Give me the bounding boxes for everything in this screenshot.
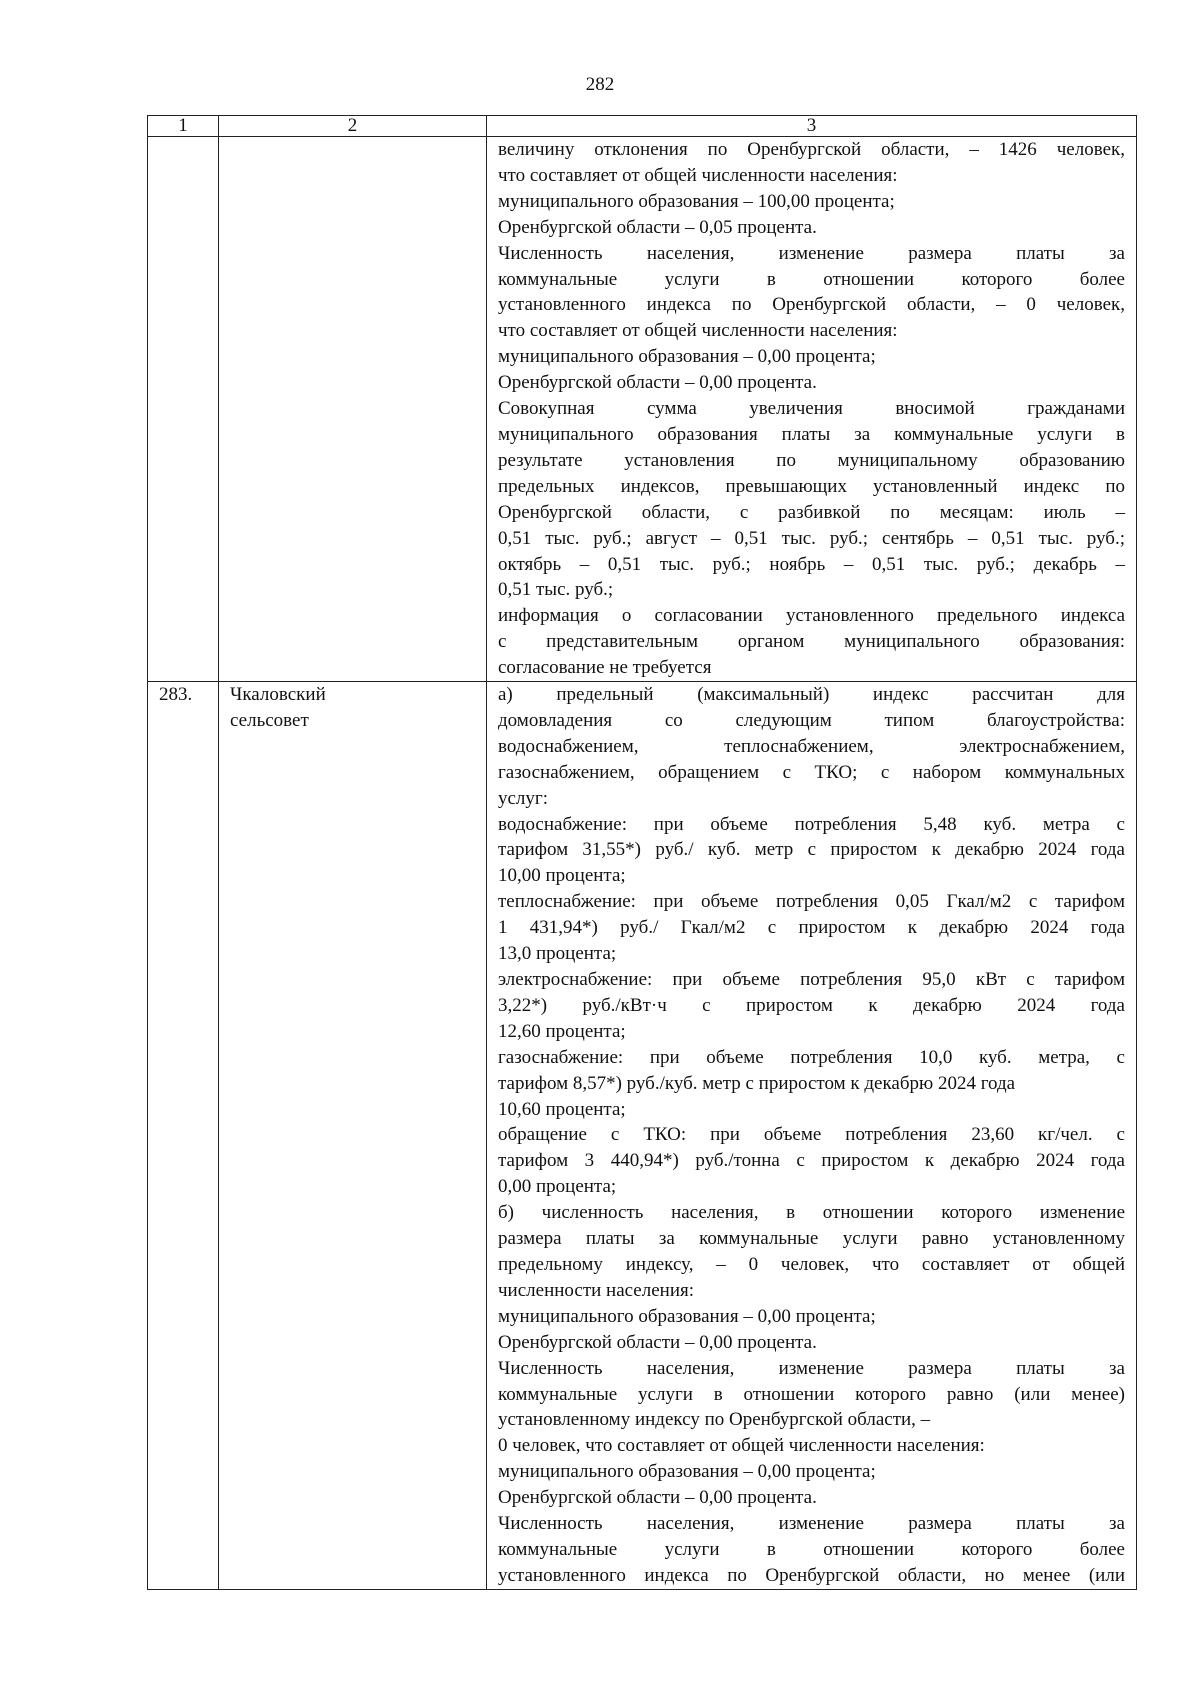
text-line: 13,0 процента; bbox=[498, 943, 617, 965]
text-line: Численность населения, изменение размера платы за bbox=[498, 1357, 1125, 1379]
text-line: 1 431,94*) руб./ Гкал/м2 с приростом к декабрю 2024 года bbox=[498, 917, 1125, 939]
table-row-continuation bbox=[148, 137, 1137, 682]
text-line: размера платы за коммунальные услуги равно установленному bbox=[498, 1228, 1125, 1250]
text-line: Оренбургской области – 0,00 процента. bbox=[498, 1331, 817, 1353]
text-line: численности населения: bbox=[498, 1279, 695, 1301]
text-line: муниципального образования – 0,00 процента; bbox=[498, 1461, 876, 1483]
text-line: что составляет от общей численности населения: bbox=[498, 320, 898, 342]
row-number-cell: 283. bbox=[148, 682, 219, 1590]
municipality-name: Чкаловский bbox=[230, 684, 326, 706]
column-header-1: 1 bbox=[148, 116, 219, 137]
text-line: а) предельный (максимальный) индекс рассчитан для bbox=[498, 684, 1125, 706]
text-line: величину отклонения по Оренбургской области, – 1426 человек, bbox=[498, 139, 1125, 160]
text-line: газоснабжением, обращением с ТКО; с набором коммунальных bbox=[498, 761, 1125, 783]
text-line: результате установления по муниципальному образованию bbox=[498, 449, 1125, 471]
text-line: 0,51 тыс. руб.; август – 0,51 тыс. руб.; сентябрь – 0,51 тыс. руб.; bbox=[498, 527, 1125, 549]
text-line: тарифом 3 440,94*) руб./тонна с приростом к декабрю 2024 года bbox=[498, 1150, 1125, 1172]
text-line: установленному индексу по Оренбургской области, – bbox=[498, 1409, 931, 1431]
text-line: коммунальные услуги в отношении которого более bbox=[498, 1538, 1125, 1560]
column-header-2: 2 bbox=[219, 116, 487, 137]
table-header-row bbox=[148, 116, 1137, 137]
text-line: домовладения со следующим типом благоустройства: bbox=[498, 709, 1125, 731]
text-line: 0 человек, что составляет от общей численности населения: bbox=[498, 1435, 985, 1457]
text-line: октябрь – 0,51 тыс. руб.; ноябрь – 0,51 тыс. руб.; декабрь – bbox=[498, 553, 1125, 575]
text-line: водоснабжением, теплоснабжением, электроснабжением, bbox=[498, 735, 1125, 757]
text-line: электроснабжение: при объеме потребления 95,0 кВт с тарифом bbox=[498, 969, 1125, 990]
text-line: Оренбургской области – 0,05 процента. bbox=[498, 216, 817, 238]
text-line: что составляет от общей численности населения: bbox=[498, 164, 898, 186]
text-line: муниципального образования – 0,00 процента; bbox=[498, 1305, 876, 1327]
text-line: водоснабжение: при объеме потребления 5,48 куб. метра с bbox=[498, 813, 1125, 835]
text-line: установленного индекса по Оренбургской области, – 0 человек, bbox=[498, 294, 1125, 316]
row-number-cell bbox=[148, 137, 219, 682]
text-line: услуг: bbox=[498, 787, 548, 809]
text-line: 12,60 процента; bbox=[498, 1020, 626, 1042]
row-text-cell bbox=[487, 137, 1137, 682]
text-line: теплоснабжение: при объеме потребления 0,05 Гкал/м2 с тарифом bbox=[498, 891, 1125, 913]
row-text-cell bbox=[487, 682, 1137, 1590]
text-line: коммунальные услуги в отношении которого равно (или менее) bbox=[498, 1383, 1125, 1405]
text-line: 10,60 процента; bbox=[498, 1098, 626, 1120]
column-header-3: 3 bbox=[487, 116, 1137, 137]
text-line: 10,00 процента; bbox=[498, 865, 626, 887]
text-line: с представительным органом муниципального образования: bbox=[498, 631, 1125, 653]
text-line: тарифом 8,57*) руб./куб. метр с приростом к декабрю 2024 года bbox=[498, 1072, 1016, 1094]
text-line: Оренбургской области – 0,00 процента. bbox=[498, 372, 817, 394]
text-line: б) численность населения, в отношении которого изменение bbox=[498, 1202, 1125, 1224]
text-line: установленного индекса по Оренбургской области, но менее (или bbox=[498, 1564, 1125, 1586]
table-row-283 bbox=[148, 682, 1137, 1590]
text-line: муниципального образования – 100,00 процента; bbox=[498, 190, 895, 212]
document-table bbox=[147, 115, 1137, 1590]
text-line: газоснабжение: при объеме потребления 10,0 куб. метра, с bbox=[498, 1046, 1125, 1068]
text-line: муниципального образования платы за коммунальные услуги в bbox=[498, 423, 1125, 445]
text-line: тарифом 31,55*) руб./ куб. метр с приростом к декабрю 2024 года bbox=[498, 839, 1125, 861]
row-name-cell bbox=[219, 137, 487, 682]
text-line: согласование не требуется bbox=[498, 657, 712, 679]
text-line: обращение с ТКО: при объеме потребления 23,60 кг/чел. с bbox=[498, 1124, 1125, 1146]
text-line: Совокупная сумма увеличения вносимой гражданами bbox=[498, 398, 1125, 420]
text-line: 0,51 тыс. руб.; bbox=[498, 579, 614, 601]
text-line: информация о согласовании установленного предельного индекса bbox=[498, 605, 1125, 627]
text-line: предельных индексов, превышающих установленный индекс по bbox=[498, 475, 1125, 497]
text-line: Численность населения, изменение размера платы за bbox=[498, 242, 1125, 264]
text-line: 3,22*) руб./кВт·ч с приростом к декабрю 2024 года bbox=[498, 994, 1125, 1016]
text-line: Оренбургской области, с разбивкой по месяцам: июль – bbox=[498, 501, 1125, 523]
text-line: Оренбургской области – 0,00 процента. bbox=[498, 1487, 817, 1509]
text-line: 0,00 процента; bbox=[498, 1176, 617, 1198]
text-line: муниципального образования – 0,00 процента; bbox=[498, 346, 876, 368]
page-number: 282 bbox=[585, 74, 615, 95]
text-line: предельному индексу, – 0 человек, что составляет от общей bbox=[498, 1253, 1125, 1275]
row-name-cell bbox=[219, 682, 487, 1590]
municipality-type: сельсовет bbox=[230, 709, 309, 731]
text-line: коммунальные услуги в отношении которого более bbox=[498, 268, 1125, 290]
text-line: Численность населения, изменение размера платы за bbox=[498, 1513, 1125, 1535]
